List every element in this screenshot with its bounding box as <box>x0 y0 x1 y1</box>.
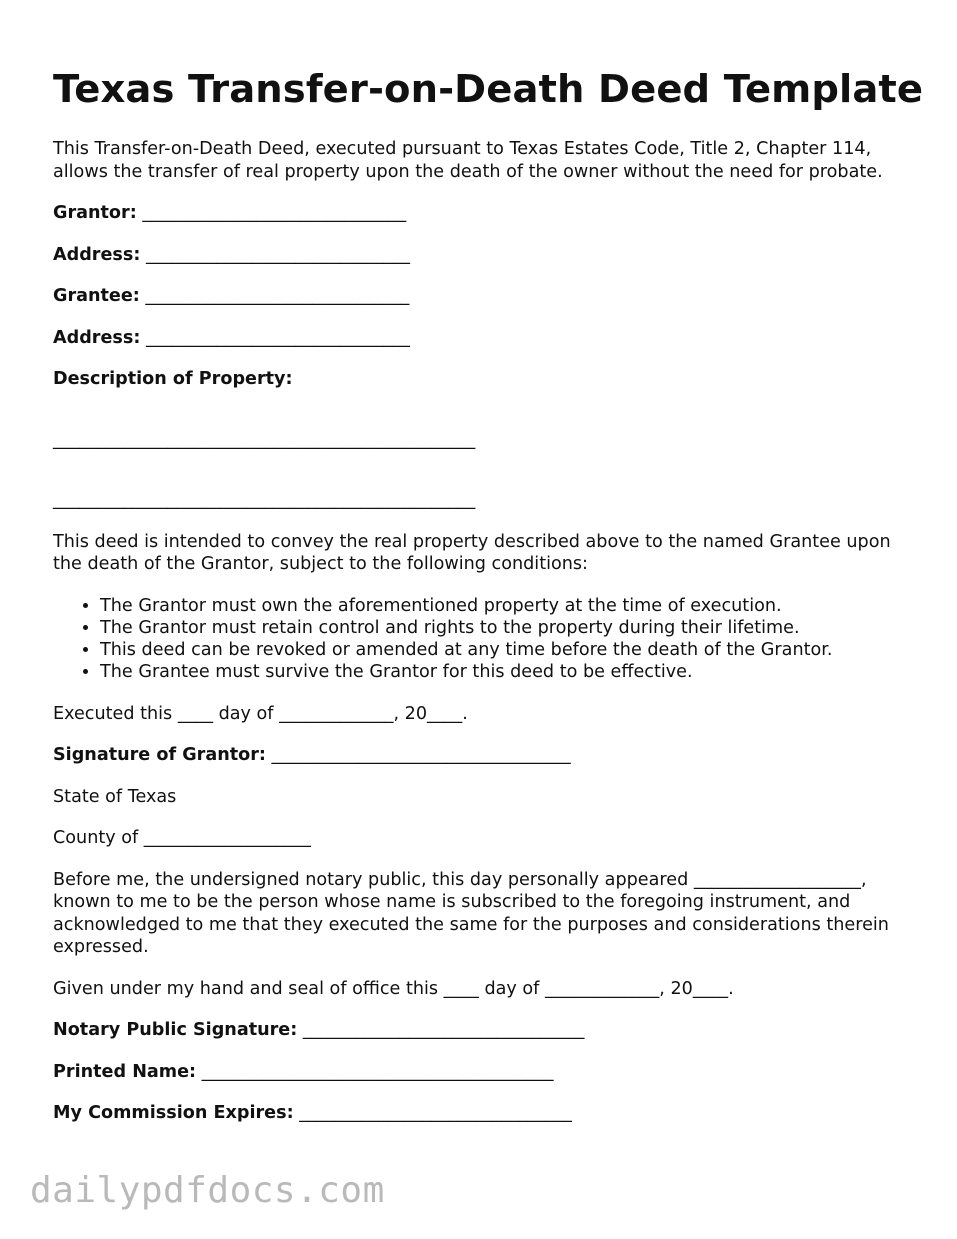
printed-name-blank: ________________________________________ <box>196 1061 554 1082</box>
notary-signature-field <box>53 1019 913 1042</box>
grantor-field <box>53 202 913 225</box>
state-line: State of Texas <box>53 786 177 807</box>
printed-name-label: Printed Name: <box>53 1061 197 1082</box>
grantee-blank: ______________________________ <box>139 286 410 306</box>
grantee-label: Grantee: <box>53 286 140 306</box>
grantor-signature-field <box>53 744 913 767</box>
condition-item: • The Grantee must survive the Grantor for this deed to be effective. <box>100 661 913 683</box>
grantor-address-blank: ______________________________ <box>140 244 410 265</box>
executed-line: Executed this ____ day of _____________, 20____. <box>53 703 468 724</box>
condition-item: • This deed can be revoked or amended at any time before the death of the Grantor. <box>100 639 913 661</box>
grantee-address-blank: ______________________________ <box>140 327 410 348</box>
condition-item: • The Grantor must retain control and rights to the property during their lifetime. <box>100 617 913 639</box>
grantor-signature-blank: __________________________________ <box>265 745 571 766</box>
notary-signature-label: Notary Public Signature: <box>53 1020 298 1041</box>
grantor-label: Grantor: <box>53 203 137 223</box>
notary-signature-blank: ________________________________ <box>297 1020 585 1041</box>
notary-paragraph: Before me, the undersigned notary public, this day personally appeared ___________________, known to me to be the person whose name is subscribed to the foregoing instrument, and acknowledged to me that they executed the same for the purposes and considerations therein expressed. <box>53 869 889 958</box>
intro-paragraph: This Transfer-on-Death Deed, executed pursuant to Texas Estates Code, Title 2, Chapter 114, allows the transfer of real property upon the death of the owner without the need for probate. <box>53 139 883 182</box>
grantor-blank: ______________________________ <box>136 203 407 223</box>
given-line: Given under my hand and seal of office this ____ day of _____________, 20____. <box>53 978 734 999</box>
property-line-1: ________________________________________________ <box>53 429 476 450</box>
grantor-address-label: Address: <box>53 244 141 265</box>
property-line-2: ________________________________________________ <box>53 490 476 510</box>
grantee-address-field <box>53 327 913 350</box>
grantee-address-label: Address: <box>53 327 141 348</box>
commission-expires-field <box>53 1102 913 1125</box>
county-line: County of ___________________ <box>53 828 311 849</box>
conditions-intro: This deed is intended to convey the real property described above to the named Grantee upon the death of the Grantor, subject to the following conditions: <box>53 531 891 574</box>
document-title: Texas Transfer-on-Death Deed Template <box>53 67 924 112</box>
commission-expires-label: My Commission Expires: <box>53 1103 294 1124</box>
watermark-text: dailypdfdocs.com <box>30 1170 385 1211</box>
document-body <box>53 138 913 1144</box>
property-description-label: Description of Property: <box>53 369 293 389</box>
grantor-signature-label: Signature of Grantor: <box>53 745 266 766</box>
conditions-list <box>53 595 913 684</box>
grantee-field <box>53 285 913 308</box>
commission-expires-blank: _______________________________ <box>293 1103 572 1124</box>
printed-name-field <box>53 1061 913 1084</box>
condition-item: • The Grantor must own the aforementioned property at the time of execution. <box>100 595 913 617</box>
grantor-address-field <box>53 244 913 267</box>
